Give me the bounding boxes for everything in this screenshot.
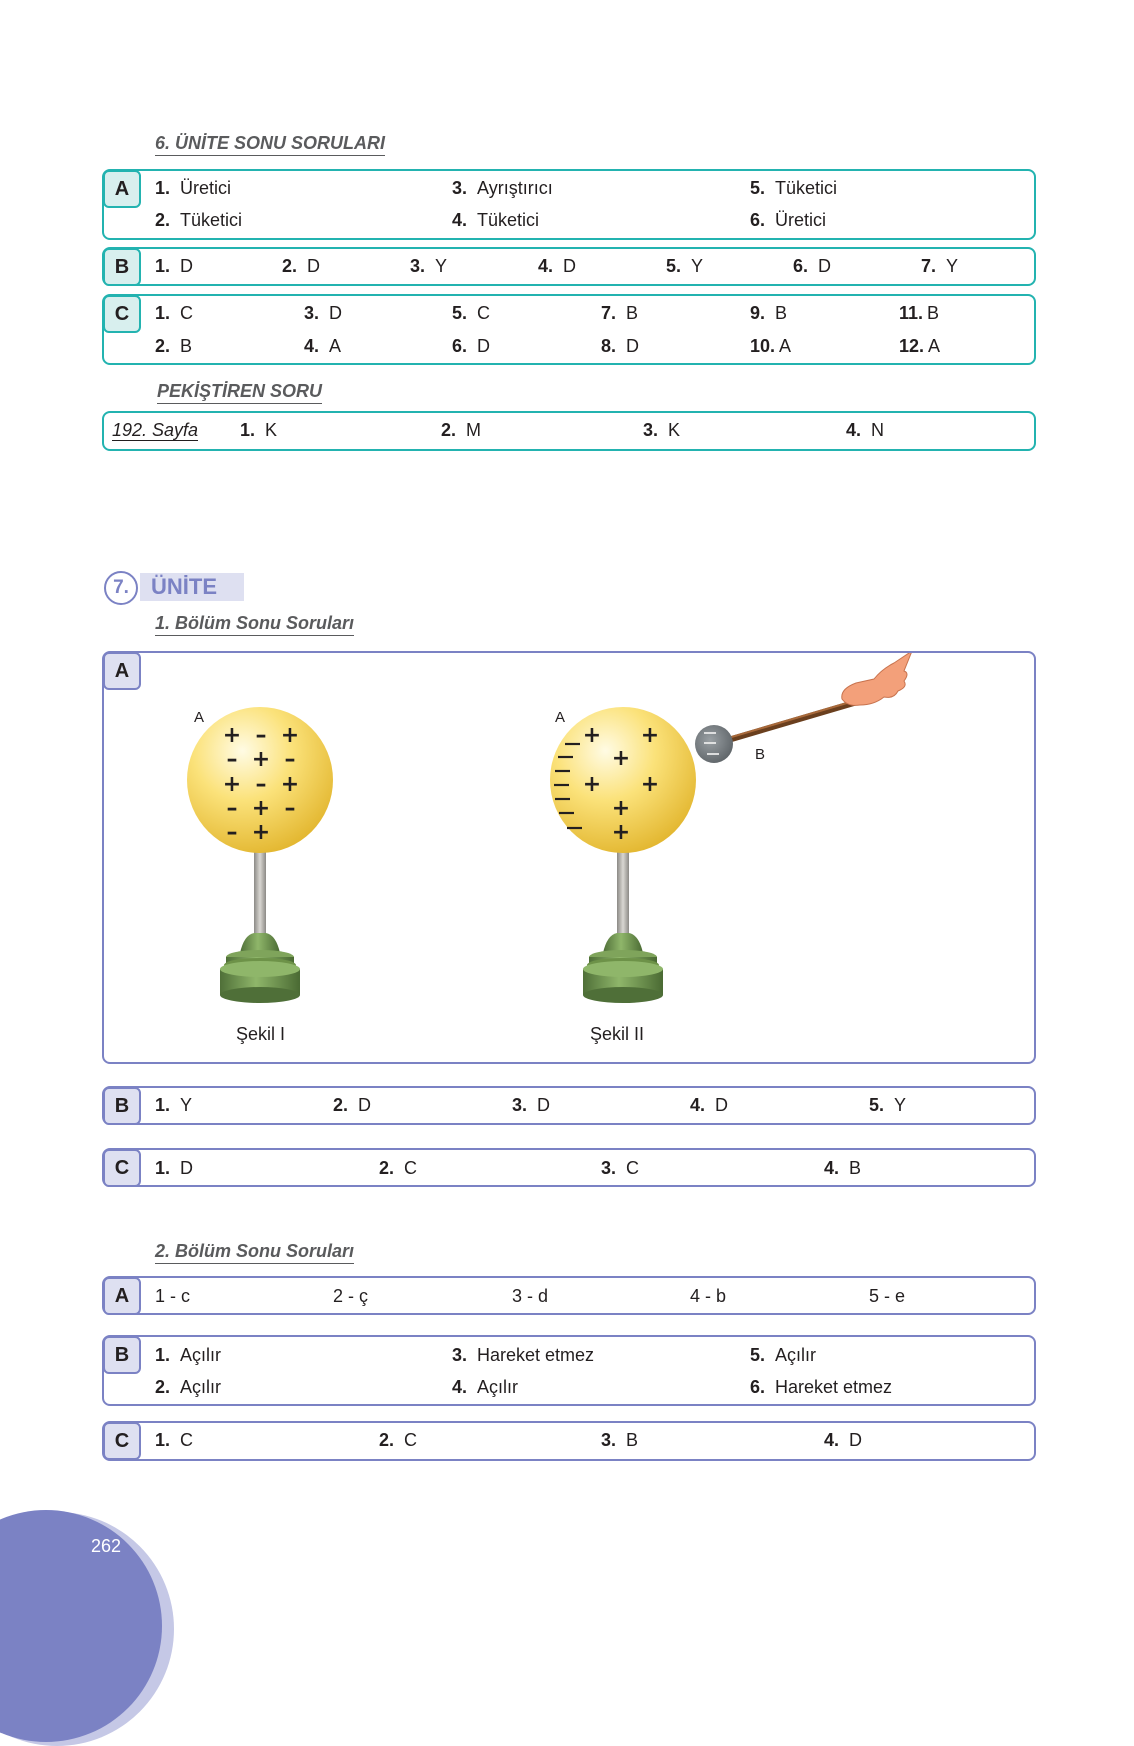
item-number: 4. <box>452 210 468 230</box>
unit7-p2-c-item <box>379 1430 417 1451</box>
item-number: 6. <box>452 336 468 356</box>
svg-text:–: – <box>255 772 267 797</box>
item-answer: M <box>466 420 482 440</box>
item-answer: Açılır <box>180 1345 222 1365</box>
svg-text:+: + <box>611 796 631 821</box>
item-answer: B <box>927 303 940 323</box>
unit7-p2-b-item <box>750 1377 892 1398</box>
item-number: 1. <box>155 1095 171 1115</box>
item-answer: Üretici <box>180 178 232 198</box>
unit6-c-item <box>304 303 342 324</box>
unit6-c-tag: C <box>103 295 141 333</box>
item-answer: Üretici <box>775 210 827 230</box>
item-number: 3. <box>601 1158 617 1178</box>
pekistiren-item <box>846 420 884 441</box>
svg-text:+: + <box>251 820 271 845</box>
svg-text:+: + <box>222 772 242 797</box>
item-answer: D <box>307 256 321 276</box>
unit6-a-item <box>452 178 553 199</box>
unit7-p2-a-item: 1 - c <box>155 1286 191 1306</box>
unit6-a-item <box>155 178 231 199</box>
unit7-part1-c-tag: C <box>103 1149 141 1187</box>
item-number: 5. <box>750 178 766 198</box>
unit7-p1-b-item <box>690 1095 728 1116</box>
unit6-b-item <box>793 256 831 277</box>
unit7-p1-b-item <box>869 1095 906 1116</box>
unit7-part2-b-tag: B <box>103 1336 141 1374</box>
item-number: 4. <box>304 336 320 356</box>
item-number: 8. <box>601 336 617 356</box>
unit7-p1-b-item <box>512 1095 550 1116</box>
unit6-c-item <box>452 303 490 324</box>
item-number: 4. <box>824 1158 840 1178</box>
item-answer: B <box>626 303 639 323</box>
unit7-p2-b-item <box>750 1345 816 1366</box>
unit7-part2-a-tag: A <box>103 1277 141 1315</box>
item-answer: Hareket etmez <box>775 1377 893 1397</box>
unit6-c-item <box>304 336 341 357</box>
item-number: 2. <box>155 336 171 356</box>
unit7-p2-b-item <box>452 1345 594 1366</box>
unit7-p2-b-item <box>155 1345 221 1366</box>
item-number: 2. <box>155 210 171 230</box>
unit7-part2-title: 2. Bölüm Sonu Soruları <box>155 1241 354 1264</box>
item-answer: A <box>779 336 792 356</box>
unit7-p2-a-item: 2 - ç <box>333 1286 369 1306</box>
unit7-part1-c-box <box>102 1148 1036 1187</box>
unit7-p2-b-item <box>155 1377 221 1398</box>
unit7-p1-b-item <box>155 1095 192 1116</box>
unit7-part2-c-tag: C <box>103 1422 141 1460</box>
item-number: 3. <box>452 1345 468 1365</box>
pekistiren-item <box>240 420 277 441</box>
item-number: 3. <box>304 303 320 323</box>
item-answer: K <box>265 420 278 440</box>
unit7-part1-title: 1. Bölüm Sonu Soruları <box>155 613 354 636</box>
svg-text:+: + <box>280 723 300 748</box>
unit6-a-tag: A <box>103 170 141 208</box>
svg-text:–: – <box>284 747 296 772</box>
item-number: 12. <box>899 336 925 356</box>
hand-icon <box>842 653 912 705</box>
item-answer: Tüketici <box>477 210 540 230</box>
unit6-c-item <box>452 336 490 357</box>
fig1-caption: Şekil I <box>236 1024 286 1044</box>
unit6-title: 6. ÜNİTE SONU SORULARI <box>155 133 385 156</box>
unit6-c-item <box>155 303 193 324</box>
svg-text:+: + <box>280 772 300 797</box>
svg-text:+: + <box>582 772 602 797</box>
pekistiren-item <box>441 420 481 441</box>
item-number: 5. <box>452 303 468 323</box>
item-answer: D <box>180 1158 194 1178</box>
item-answer: K <box>668 420 681 440</box>
item-answer: A <box>329 336 342 356</box>
electroscope-2 <box>550 653 912 1003</box>
unit7-part2-c-box <box>102 1421 1036 1461</box>
item-number: 3. <box>410 256 426 276</box>
item-answer: B <box>180 336 193 356</box>
item-answer: D <box>329 303 343 323</box>
item-number: 3. <box>643 420 659 440</box>
item-number: 6. <box>750 210 766 230</box>
svg-text:–: – <box>226 796 238 821</box>
unit6-a-item <box>750 178 837 199</box>
item-answer: D <box>477 336 491 356</box>
unit7-number: 7. <box>104 571 138 605</box>
item-number: 3. <box>512 1095 528 1115</box>
item-number: 1. <box>155 178 171 198</box>
item-number: 2. <box>379 1430 395 1450</box>
unit6-c-item <box>750 336 791 357</box>
unit7-p1-c-item <box>601 1158 639 1179</box>
svg-text:–: – <box>255 723 267 748</box>
item-answer: D <box>715 1095 729 1115</box>
svg-text:+: + <box>640 772 660 797</box>
item-number: 1. <box>155 1158 171 1178</box>
unit6-b-item <box>410 256 447 277</box>
item-number: 5. <box>666 256 682 276</box>
item-number: 3. <box>601 1430 617 1450</box>
item-number: 4. <box>538 256 554 276</box>
item-number: 1. <box>155 303 171 323</box>
unit6-b-item <box>666 256 703 277</box>
item-answer: B <box>626 1430 639 1450</box>
unit7-p2-c-item <box>824 1430 862 1451</box>
fig2-caption: Şekil II <box>590 1024 645 1044</box>
item-number: 7. <box>921 256 937 276</box>
svg-text:+: + <box>222 723 242 748</box>
item-answer: N <box>871 420 885 440</box>
item-number: 2. <box>441 420 457 440</box>
item-number: 2. <box>333 1095 349 1115</box>
item-answer: D <box>849 1430 863 1450</box>
unit6-c-item <box>601 303 638 324</box>
item-number: 1. <box>155 256 171 276</box>
unit7-p2-b-item <box>452 1377 518 1398</box>
unit6-a-item <box>155 210 242 231</box>
unit6-b-item <box>155 256 193 277</box>
unit6-a-item <box>750 210 826 231</box>
electroscope-figures <box>104 653 1034 1061</box>
unit7-p1-c-item <box>379 1158 417 1179</box>
item-answer: Y <box>946 256 959 276</box>
rod-label-b: B <box>755 746 766 763</box>
item-answer: Y <box>894 1095 907 1115</box>
item-number: 4. <box>690 1095 706 1115</box>
item-answer: B <box>849 1158 862 1178</box>
item-answer: D <box>537 1095 551 1115</box>
pekistiren-item <box>643 420 680 441</box>
unit6-b-item <box>282 256 320 277</box>
item-answer: Açılır <box>775 1345 817 1365</box>
unit6-c-box <box>102 294 1036 365</box>
svg-text:–: – <box>226 820 238 845</box>
item-number: 1. <box>155 1345 171 1365</box>
unit7-p2-a-item: 4 - b <box>690 1286 727 1306</box>
item-answer: D <box>563 256 577 276</box>
item-number: 7. <box>601 303 617 323</box>
unit6-b-tag: B <box>103 248 141 286</box>
unit6-c-item <box>155 336 192 357</box>
pekistiren-title: PEKİŞTİREN SORU <box>157 381 322 404</box>
charged-rod-b <box>695 698 864 763</box>
svg-text:+: + <box>582 723 602 748</box>
fig1-label-a: A <box>194 709 205 726</box>
unit6-c-item <box>750 303 787 324</box>
item-number: 3. <box>452 178 468 198</box>
item-answer: Y <box>435 256 448 276</box>
unit6-b-item <box>921 256 958 277</box>
unit6-b-item <box>538 256 576 277</box>
unit6-a-box <box>102 169 1036 240</box>
item-answer: C <box>404 1158 418 1178</box>
item-number: 10. <box>750 336 776 356</box>
item-number: 2. <box>155 1377 171 1397</box>
svg-text:–: – <box>226 747 238 772</box>
unit6-c-item <box>899 303 939 324</box>
item-answer: C <box>404 1430 418 1450</box>
svg-text:–: – <box>284 796 296 821</box>
page-number: 262 <box>91 1536 122 1556</box>
item-answer: C <box>180 1430 194 1450</box>
item-answer: B <box>775 303 788 323</box>
item-answer: A <box>928 336 941 356</box>
item-number: 4. <box>824 1430 840 1450</box>
electroscope-1 <box>187 707 333 1003</box>
item-answer: Hareket etmez <box>477 1345 595 1365</box>
item-number: 2. <box>379 1158 395 1178</box>
item-number: 2. <box>282 256 298 276</box>
svg-text:+: + <box>611 820 631 845</box>
item-answer: D <box>358 1095 372 1115</box>
item-answer: D <box>626 336 640 356</box>
unit7-part1-b-tag: B <box>103 1087 141 1125</box>
unit7-p1-b-item <box>333 1095 371 1116</box>
item-number: 9. <box>750 303 766 323</box>
item-answer: Y <box>180 1095 193 1115</box>
unit7-p2-a-item: 5 - e <box>869 1286 906 1306</box>
item-number: 4. <box>452 1377 468 1397</box>
unit7-p1-c-item <box>155 1158 193 1179</box>
item-answer: Ayrıştırıcı <box>477 178 553 198</box>
unit7-p2-c-item <box>601 1430 638 1451</box>
unit7-part1-a-tag: A <box>103 652 141 690</box>
svg-text:+: + <box>251 796 271 821</box>
item-number: 6. <box>793 256 809 276</box>
item-answer: C <box>477 303 491 323</box>
fig2-label-a: A <box>555 709 566 726</box>
unit6-c-item <box>899 336 940 357</box>
item-number: 11. <box>899 303 924 323</box>
unit7-p2-a-item: 3 - d <box>512 1286 549 1306</box>
item-answer: Tüketici <box>180 210 243 230</box>
item-answer: Açılır <box>180 1377 222 1397</box>
item-number: 1. <box>240 420 256 440</box>
svg-text:+: + <box>251 747 271 772</box>
item-answer: Y <box>691 256 704 276</box>
item-answer: D <box>180 256 194 276</box>
svg-text:+: + <box>611 746 631 771</box>
unit6-c-item <box>601 336 639 357</box>
item-number: 4. <box>846 420 862 440</box>
item-answer: Tüketici <box>775 178 838 198</box>
item-number: 5. <box>750 1345 766 1365</box>
item-number: 6. <box>750 1377 766 1397</box>
item-answer: C <box>626 1158 640 1178</box>
item-answer: C <box>180 303 194 323</box>
item-answer: D <box>818 256 832 276</box>
unit7-p1-c-item <box>824 1158 861 1179</box>
svg-text:+: + <box>640 723 660 748</box>
pekistiren-page: 192. Sayfa <box>112 420 199 440</box>
unit6-a-item <box>452 210 539 231</box>
item-answer: Açılır <box>477 1377 519 1397</box>
unit7-p2-c-item <box>155 1430 193 1451</box>
item-number: 5. <box>869 1095 885 1115</box>
unit7-label: ÜNİTE <box>151 574 217 599</box>
item-number: 1. <box>155 1430 171 1450</box>
